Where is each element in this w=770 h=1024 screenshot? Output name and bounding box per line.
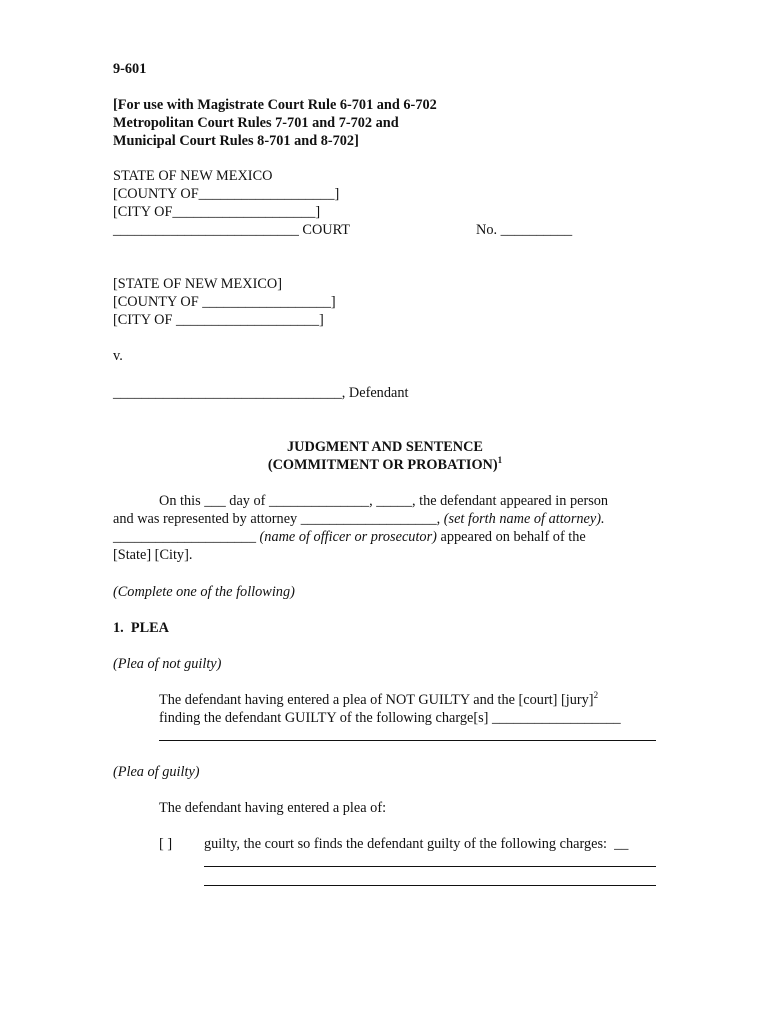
- opening-line-3-blank: ____________________: [113, 529, 260, 545]
- officer-instruction: (name of officer or prosecutor): [259, 529, 437, 545]
- caption-court: __________________________ COURT: [113, 222, 351, 238]
- defendant-line: ________________________________, Defendant: [113, 385, 409, 401]
- footnote-mark-2: 2: [593, 690, 599, 701]
- guilty-charges-line-1: [204, 866, 656, 867]
- usage-note-line-3: Municipal Court Rules 8-701 and 8-702]: [113, 133, 359, 149]
- guilty-intro: The defendant having entered a plea of:: [159, 800, 387, 816]
- charges-blank-line: [159, 740, 656, 741]
- versus: v.: [113, 348, 123, 364]
- guilty-heading: (Plea of guilty): [113, 764, 200, 780]
- form-number: 9-601: [113, 61, 147, 77]
- document-subtitle: [0, 456, 770, 474]
- usage-note-line-2: Metropolitan Court Rules 7-701 and 7-702 and: [113, 115, 399, 131]
- subtitle-text: (COMMITMENT OR PROBATION): [267, 457, 498, 473]
- not-guilty-heading: (Plea of not guilty): [113, 656, 222, 672]
- section-1-heading: 1. PLEA: [113, 620, 170, 636]
- opening-line-1: On this ___ day of ______________, _____, the defendant appeared in person: [159, 493, 609, 509]
- caption-state: STATE OF NEW MEXICO: [113, 168, 273, 184]
- guilty-charges-line-2: [204, 885, 656, 886]
- not-guilty-line-2: finding the defendant GUILTY of the following charge[s] __________________: [159, 710, 621, 726]
- case-number: No. __________: [476, 222, 573, 238]
- not-guilty-line-1: [159, 691, 598, 709]
- complete-one-instruction: (Complete one of the following): [113, 584, 295, 600]
- plaintiff-county: [COUNTY OF __________________]: [113, 294, 336, 310]
- document-title: JUDGMENT AND SENTENCE: [287, 439, 483, 455]
- opening-line-4: [State] [City].: [113, 547, 193, 563]
- not-guilty-line-1-text: The defendant having entered a plea of NOT GUILTY and the [court] [jury]: [159, 692, 594, 708]
- opening-line-2: [113, 510, 605, 528]
- caption-county: [COUNTY OF___________________]: [113, 186, 340, 202]
- guilty-checkbox[interactable]: [ ]: [159, 836, 173, 852]
- caption-city: [CITY OF____________________]: [113, 204, 321, 220]
- plaintiff-state: [STATE OF NEW MEXICO]: [113, 276, 282, 292]
- plaintiff-city: [CITY OF ____________________]: [113, 312, 324, 328]
- attorney-instruction: (set forth name of attorney).: [443, 511, 605, 527]
- opening-line-2-text: and was represented by attorney ___________________,: [113, 511, 444, 527]
- opening-line-3: [113, 528, 586, 546]
- footnote-mark-1: 1: [497, 455, 503, 466]
- usage-note-line-1: [For use with Magistrate Court Rule 6-701 and 6-702: [113, 97, 437, 113]
- guilty-option-text: guilty, the court so finds the defendant guilty of the following charges: __: [204, 836, 629, 852]
- opening-line-3-text: appeared on behalf of the: [436, 529, 586, 545]
